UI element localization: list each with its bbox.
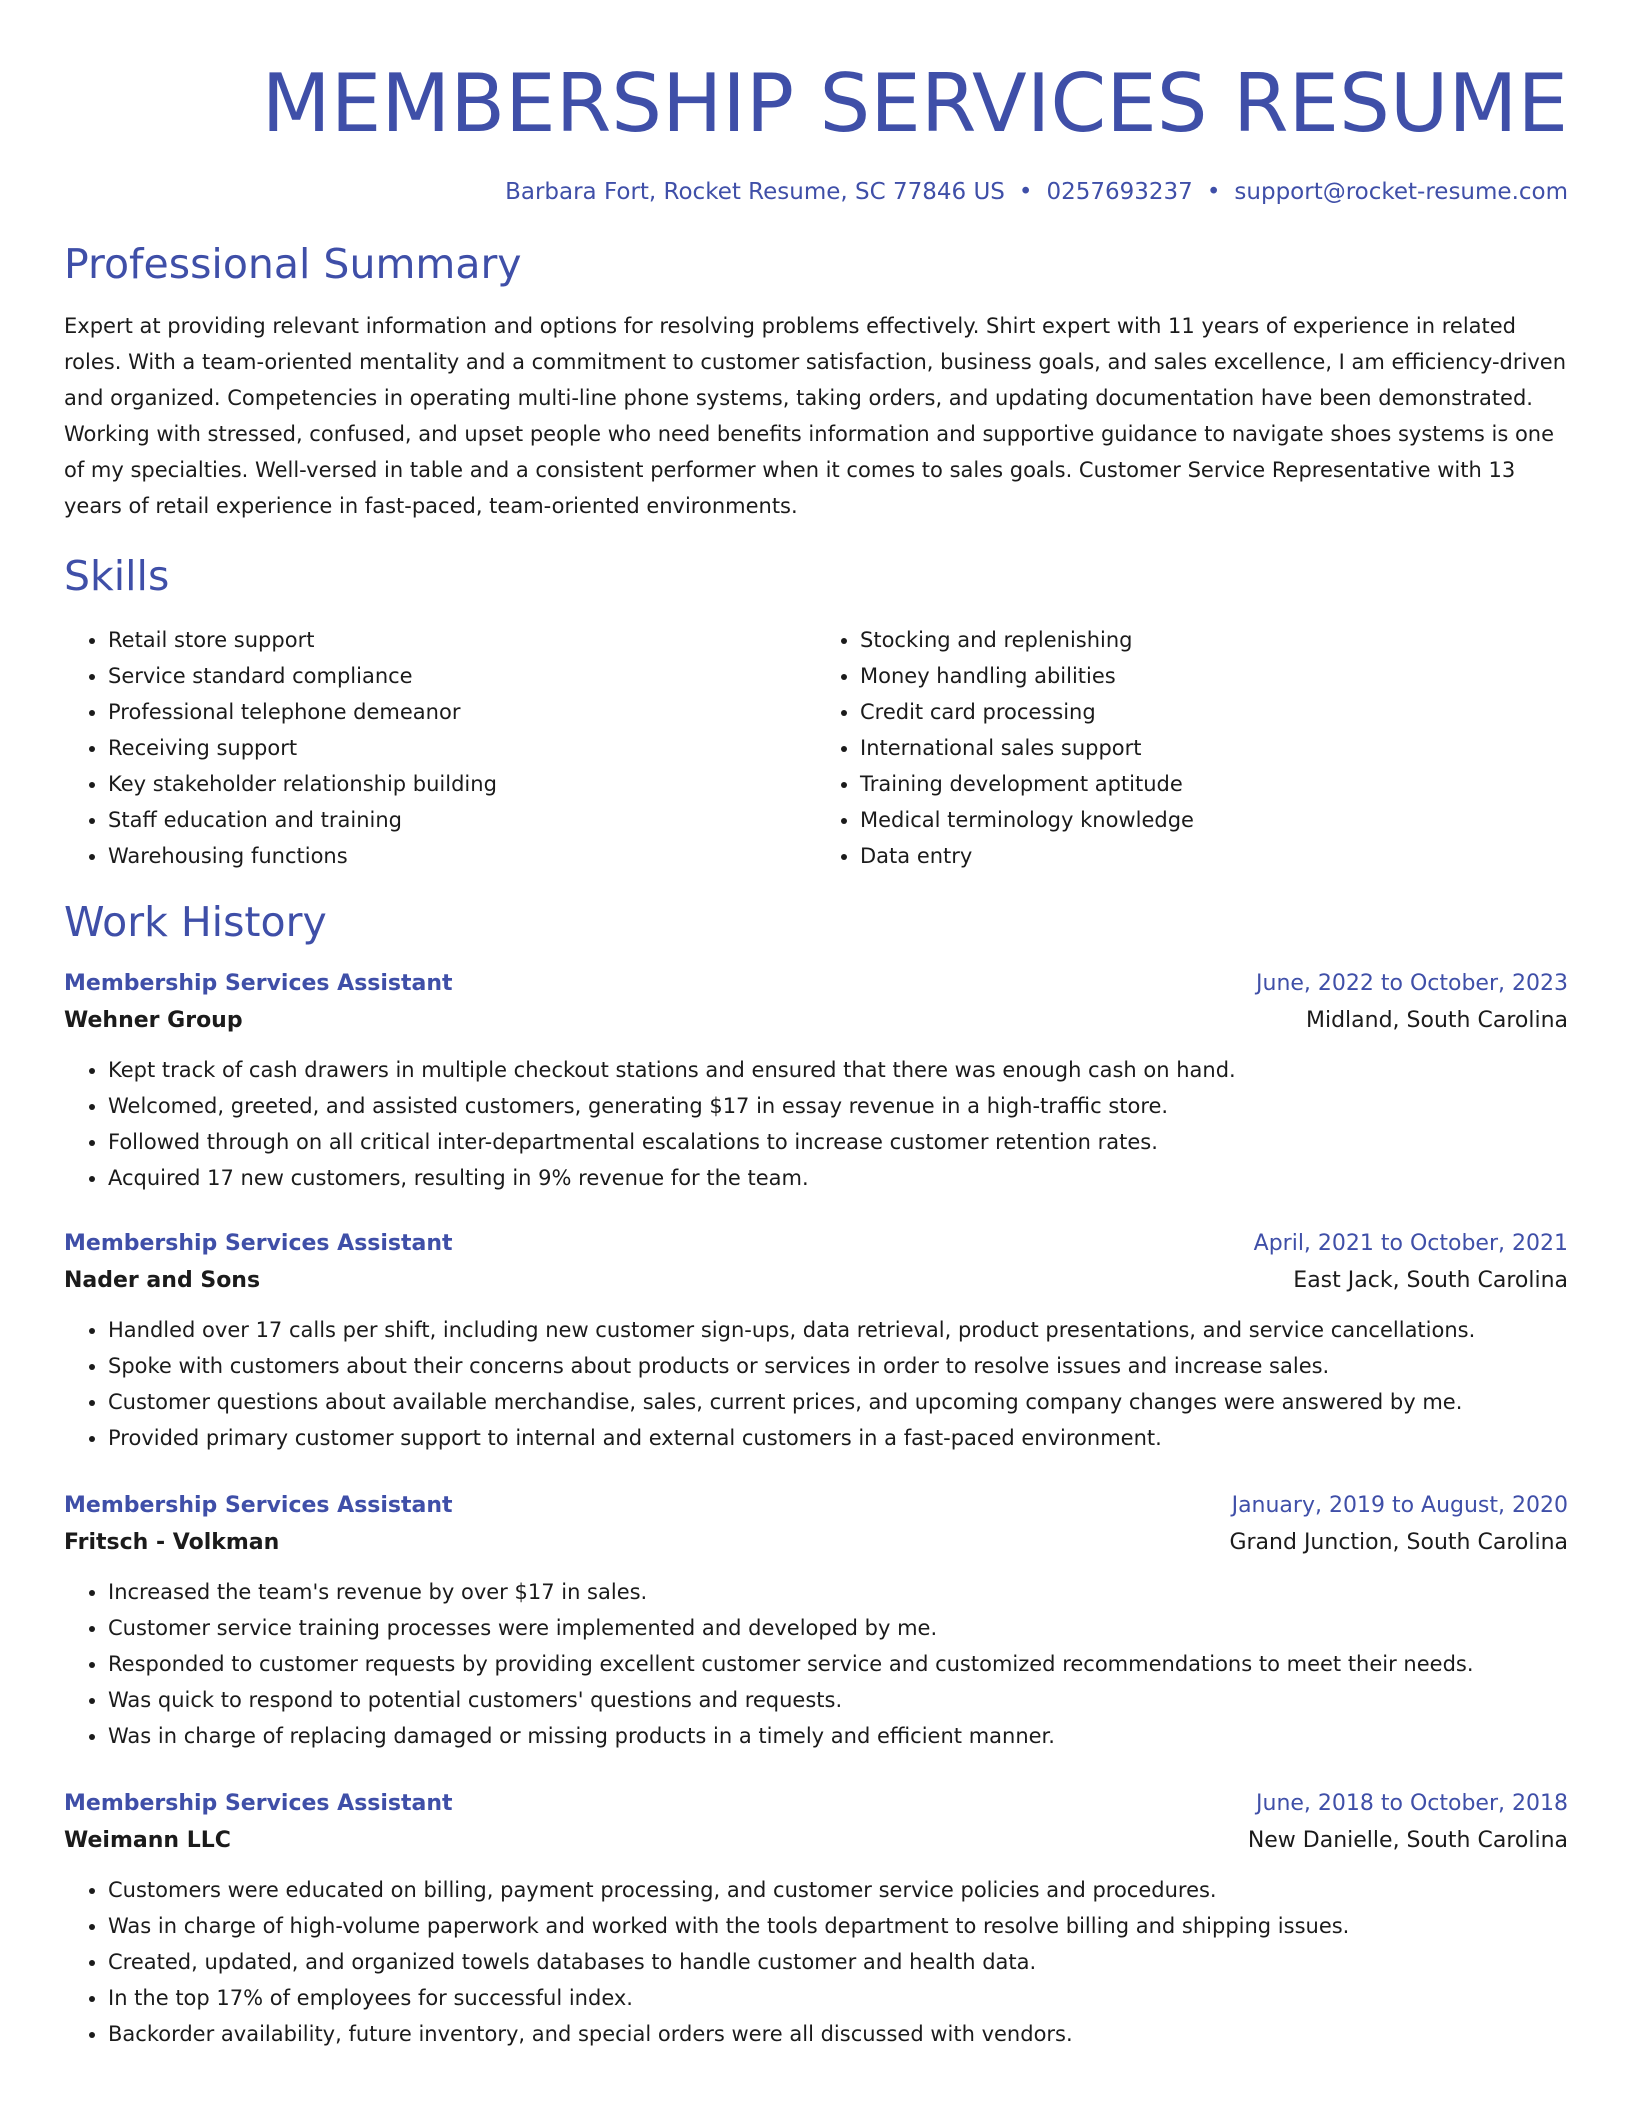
job-bullet: • Created, updated, and organized towels databases to handle customer and health data. <box>108 1944 1568 1980</box>
job-header <box>64 966 1568 1002</box>
job-company: Fritsch - Volkman <box>64 1530 280 1555</box>
job-bullet: • Acquired 17 new customers, resulting in 9% revenue for the team. <box>108 1160 1568 1196</box>
job-dates: June, 2018 to October, 2018 <box>1256 1791 1568 1816</box>
job-bullet: • Was in charge of replacing damaged or missing products in a timely and efficient manner. <box>108 1718 1568 1754</box>
job-bullet: • Provided primary customer support to internal and external customers in a fast-paced environment. <box>108 1420 1568 1456</box>
work-history-heading: Work History <box>64 898 327 946</box>
job-header <box>64 1488 1568 1524</box>
skill-item: • Training development aptitude <box>860 766 1568 802</box>
skill-item: • Professional telephone demeanor <box>108 694 816 730</box>
job-location: New Danielle, South Carolina <box>1247 1828 1568 1853</box>
job-title: Membership Services Assistant <box>64 1493 453 1518</box>
job-title: Membership Services Assistant <box>64 1231 453 1256</box>
skills-columns <box>64 622 1568 874</box>
job-location: Midland, South Carolina <box>1306 1008 1568 1033</box>
job-bullet: • Spoke with customers about their concerns about products or services in order to resolve issues and increase sales. <box>108 1348 1568 1384</box>
contact-separator: • <box>1206 179 1221 205</box>
job-bullet: • Customer service training processes were implemented and developed by me. <box>108 1610 1568 1646</box>
skills-right-list <box>816 622 1568 874</box>
contact-address: Barbara Fort, Rocket Resume, SC 77846 US <box>505 179 1005 205</box>
job-title: Membership Services Assistant <box>64 1791 453 1816</box>
job-entry <box>64 966 1568 1196</box>
resume-page <box>64 0 1568 2052</box>
contact-line <box>64 176 1568 208</box>
job-header <box>64 1226 1568 1262</box>
job-dates: April, 2021 to October, 2021 <box>1253 1231 1568 1256</box>
job-entry <box>64 1226 1568 1456</box>
job-company: Wehner Group <box>64 1008 243 1033</box>
job-bullet: • Responded to customer requests by providing excellent customer service and customized recommendations to meet their needs. <box>108 1646 1568 1682</box>
job-bullets <box>64 1574 1568 1754</box>
job-bullet: • Backorder availability, future inventory, and special orders were all discussed with vendors. <box>108 2016 1568 2052</box>
skill-item: • Staff education and training <box>108 802 816 838</box>
job-dates: January, 2019 to August, 2020 <box>1231 1493 1568 1518</box>
skill-item: • Key stakeholder relationship building <box>108 766 816 802</box>
job-bullet: • Was quick to respond to potential customers' questions and requests. <box>108 1682 1568 1718</box>
job-bullet: • Followed through on all critical inter-departmental escalations to increase customer retention rates. <box>108 1124 1568 1160</box>
resume-title: MEMBERSHIP SERVICES RESUME <box>261 57 1568 150</box>
skill-item: • Warehousing functions <box>108 838 816 874</box>
job-company: Nader and Sons <box>64 1268 261 1293</box>
job-entry <box>64 1488 1568 1754</box>
job-bullets <box>64 1872 1568 2052</box>
job-entry <box>64 1786 1568 2052</box>
skill-item: • Stocking and replenishing <box>860 622 1568 658</box>
job-bullet: • Increased the team's revenue by over $17 in sales. <box>108 1574 1568 1610</box>
skill-item: • Receiving support <box>108 730 816 766</box>
summary-heading: Professional Summary <box>64 240 522 288</box>
contact-separator: • <box>1018 179 1033 205</box>
skill-item: • Money handling abilities <box>860 658 1568 694</box>
skill-item: • Data entry <box>860 838 1568 874</box>
job-bullet: • Customers were educated on billing, payment processing, and customer service policies and procedures. <box>108 1872 1568 1908</box>
summary-text: Expert at providing relevant information and options for resolving problems effectively. Shirt expert with 11 years of experience in related roles. With a team-oriented mentality and a commitment to customer satisfaction, business goals, and sales excellence, I am efficiency-driven and organized. Competencies in operating multi-line phone systems, taking orders, and updating documentation have been demonstrated. Working with stressed, confused, and upset people who need benefits information and supportive guidance to navigate shoes systems is one of my specialties. Well-versed in table and a consistent performer when it comes to sales goals. Customer Service Representative with 13 years of retail experience in fast-paced, team-oriented environments. <box>64 314 1567 518</box>
job-bullet: • Handled over 17 calls per shift, including new customer sign-ups, data retrieval, product presentations, and service cancellations. <box>108 1312 1568 1348</box>
job-bullet: • Customer questions about available merchandise, sales, current prices, and upcoming company changes were answered by me. <box>108 1384 1568 1420</box>
job-subheader <box>64 1262 1568 1300</box>
skill-item: • Service standard compliance <box>108 658 816 694</box>
job-subheader <box>64 1524 1568 1562</box>
job-location: Grand Junction, South Carolina <box>1229 1530 1568 1555</box>
skill-item: • International sales support <box>860 730 1568 766</box>
skill-item: • Retail store support <box>108 622 816 658</box>
job-title: Membership Services Assistant <box>64 971 453 996</box>
job-dates: June, 2022 to October, 2023 <box>1256 971 1568 996</box>
job-bullet: • Kept track of cash drawers in multiple checkout stations and ensured that there was enough cash on hand. <box>108 1052 1568 1088</box>
job-location: East Jack, South Carolina <box>1293 1268 1568 1293</box>
job-bullet: • In the top 17% of employees for successful index. <box>108 1980 1568 2016</box>
contact-email: support@rocket-resume.com <box>1234 179 1568 205</box>
skills-heading: Skills <box>64 552 170 600</box>
job-company: Weimann LLC <box>64 1828 231 1853</box>
job-bullet: • Was in charge of high-volume paperwork and worked with the tools department to resolve billing and shipping issues. <box>108 1908 1568 1944</box>
skills-left-list <box>64 622 816 874</box>
skill-item: • Medical terminology knowledge <box>860 802 1568 838</box>
job-bullets <box>64 1312 1568 1456</box>
skill-item: • Credit card processing <box>860 694 1568 730</box>
job-header <box>64 1786 1568 1822</box>
job-bullet: • Welcomed, greeted, and assisted customers, generating $17 in essay revenue in a high-traffic store. <box>108 1088 1568 1124</box>
contact-phone: 0257693237 <box>1046 179 1193 205</box>
job-bullets <box>64 1052 1568 1196</box>
job-subheader <box>64 1002 1568 1040</box>
job-subheader <box>64 1822 1568 1860</box>
